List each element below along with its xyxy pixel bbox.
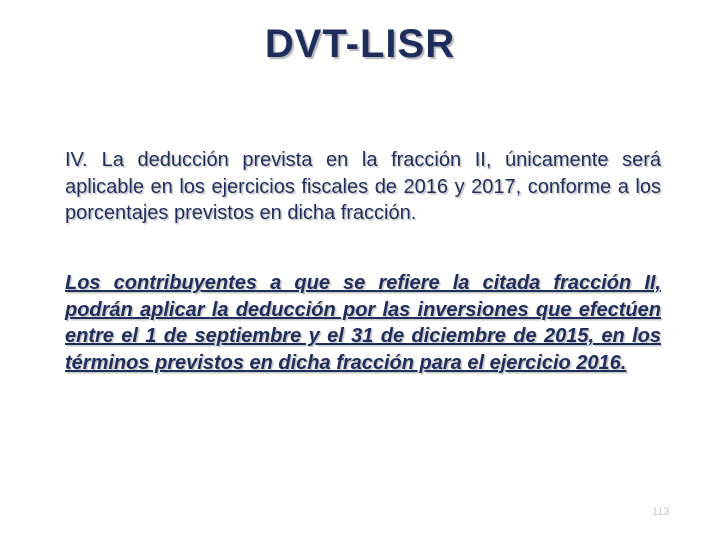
page-number: 113	[652, 506, 670, 518]
paragraph-contribuyentes: Los contribuyentes a que se refiere la citada fracción II, podrán aplicar la deducción por las inversiones que efectúen entre el 1 de septiembre y el 31 de diciembre de 2015, en los términos previstos en dicha fracción para el ejercicio 2016.	[65, 272, 661, 374]
paragraph-fraction-iv	[65, 147, 661, 227]
paragraph-fraction-iv-text: La deducción prevista en la fracción II, únicamente será aplicable en los ejercicios fiscales de 2016 y 2017, conforme a los porcentajes previstos en dicha fracción.	[65, 149, 661, 224]
roman-numeral: IV.	[65, 149, 88, 171]
slide-title: DVT-LISR	[264, 22, 456, 66]
